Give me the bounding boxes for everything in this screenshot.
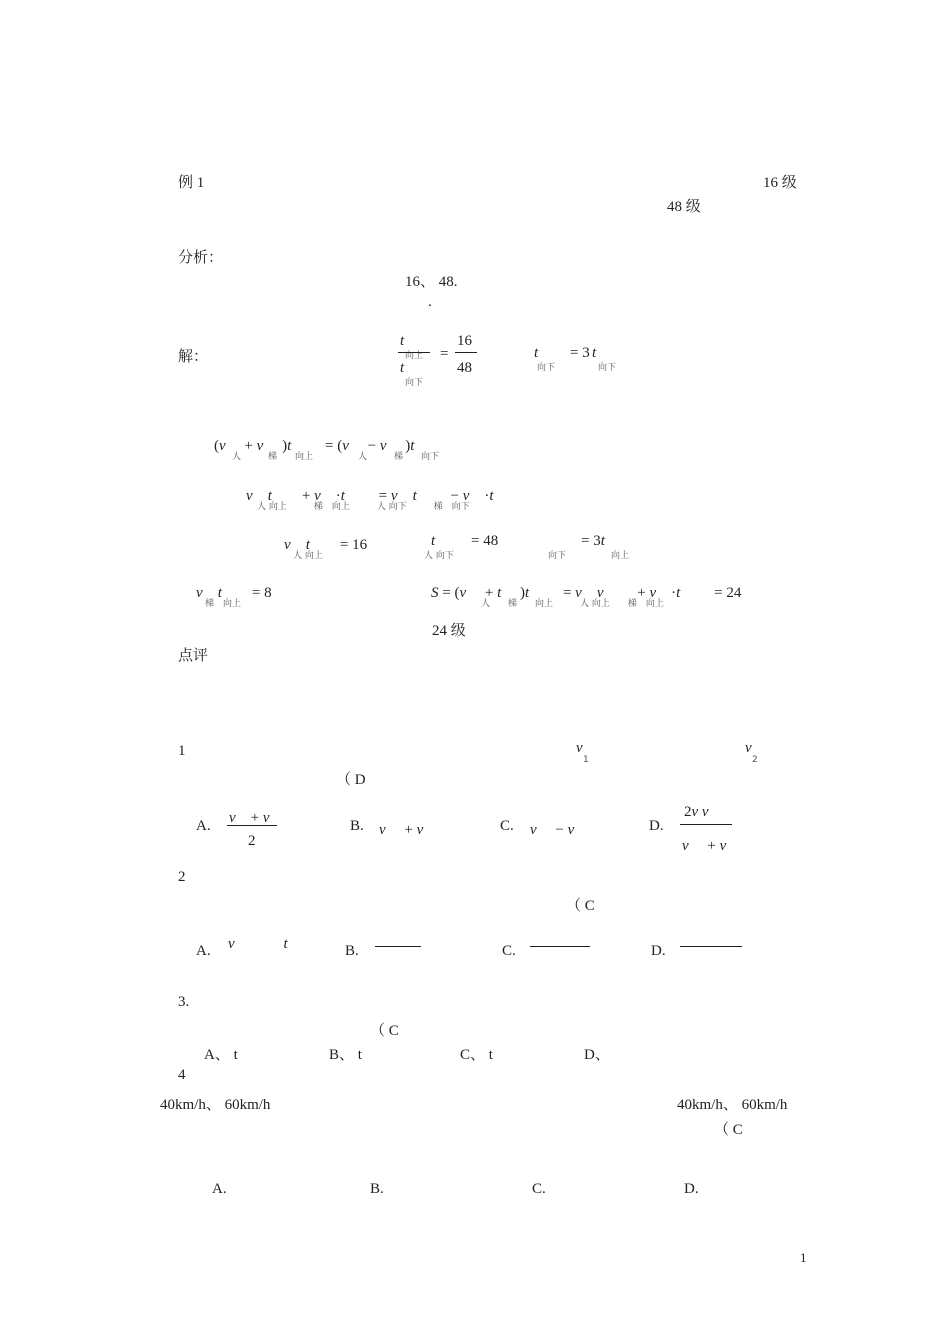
q4-num: 4 <box>178 1067 186 1083</box>
q1-opt-c: C. <box>500 818 514 834</box>
analysis-label: 分析： <box>178 250 224 266</box>
q2-opt-c: C. <box>502 943 516 959</box>
eq1-subs: 人 梯 向上 人 梯 向下 <box>232 452 440 462</box>
q1-a-num: v + v <box>229 810 270 826</box>
q3-opt-d: D、 <box>584 1047 610 1063</box>
q2-opt-b: B. <box>345 943 359 959</box>
q1-c-expr: v − v <box>530 822 575 838</box>
equation2: v t + v ·t = v t − v ·t <box>246 488 494 504</box>
q3-answer: （ C <box>370 1023 399 1039</box>
q1-b-expr: v + v <box>379 822 424 838</box>
q4-opt-d: D. <box>684 1181 699 1197</box>
q1-d-num: 2v v <box>684 804 709 820</box>
doc-subtitle <box>372 147 542 164</box>
v-eq-subs: 梯 向上 <box>205 599 242 609</box>
q2-c-bar <box>530 946 590 947</box>
comment-label: 点评 <box>178 648 209 664</box>
analysis-end: . <box>428 294 432 310</box>
frac-den: 48 <box>457 360 472 376</box>
sub-down: 向下 <box>405 378 424 388</box>
q2-opt-a: A. <box>196 943 211 959</box>
s-eq: S = (v + t )t = v v + v ·t = 24 <box>431 585 742 601</box>
v-eq: v t = 8 <box>196 585 272 601</box>
equation3: v t = 16 <box>284 537 368 553</box>
q1-v1-sub: 1 <box>583 755 589 765</box>
q3-opt-b: B、 t <box>329 1047 362 1063</box>
s-eq-subs: 人 梯 向上 人 向上 梯 向上 <box>481 599 664 609</box>
q2-d-bar <box>680 946 742 947</box>
equation1: (v + v )t = (v − v )t <box>214 438 415 454</box>
q4-speeds1: 40km/h、 60km/h <box>160 1097 271 1113</box>
q1-opt-b: B. <box>350 818 364 834</box>
q2-answer: （ C <box>566 898 595 914</box>
q4-opt-b: B. <box>370 1181 384 1197</box>
doc-title <box>424 122 509 139</box>
q1-a-den: 2 <box>248 833 256 849</box>
sub-up: 向上 <box>405 351 424 361</box>
q1-d-bar <box>680 824 732 825</box>
eq1: = 3 <box>570 345 590 361</box>
q4-opt-c: C. <box>532 1181 546 1197</box>
q1-answer: （ D <box>336 772 366 788</box>
frac-num: 16 <box>457 333 472 349</box>
q4-opt-a: A. <box>212 1181 227 1197</box>
eq-sign: = <box>440 346 449 362</box>
sub-down3: 向下 <box>598 363 617 373</box>
q1-a-bar <box>227 825 277 826</box>
q1-opt-a: A. <box>196 818 211 834</box>
eq3-t: t <box>431 533 436 549</box>
frac-bar-1 <box>398 352 430 353</box>
q1-d-den: v + v <box>682 838 727 854</box>
q1-v2-sub: 2 <box>752 755 758 765</box>
q3-opt-a: A、 t <box>204 1047 238 1063</box>
t-down: t <box>534 345 539 361</box>
q4-speeds2: 40km/h、 60km/h <box>677 1097 788 1113</box>
equation3b: = 48 <box>471 533 499 549</box>
frac-t-down: t <box>400 360 405 376</box>
t-up: t <box>592 345 597 361</box>
q1-v1: v <box>576 740 583 756</box>
solution-answer: 24 级 <box>432 623 466 639</box>
q2-num: 2 <box>178 869 186 885</box>
example1-steps: 16 级 <box>763 175 797 191</box>
q1-opt-d: D. <box>649 818 664 834</box>
solution-label: 解： <box>178 349 209 365</box>
q3-opt-c: C、 t <box>460 1047 493 1063</box>
example1-steps2: 48 级 <box>667 199 701 215</box>
eq3-subs: 人 向上 <box>293 551 323 561</box>
q2-b-bar <box>375 946 421 947</box>
eq2-subs: 人 向上 梯 向上 人 向下 梯 向下 <box>257 502 470 512</box>
q4-answer: （ C <box>714 1122 743 1138</box>
sub-down2: 向下 <box>537 363 556 373</box>
q2-opt-d: D. <box>651 943 666 959</box>
example1-label: 例 1 <box>178 175 205 191</box>
analysis-values: 16、 48. <box>405 274 458 290</box>
eq3c-subs: 向下 向上 <box>548 551 630 561</box>
eq3b-subs: 人 向下 <box>424 551 454 561</box>
q1-num: 1 <box>178 743 186 759</box>
frac-bar-2 <box>455 352 477 353</box>
q3-num: 3. <box>178 994 190 1010</box>
equation3c: = 3t <box>581 533 605 549</box>
page-number: 1 <box>800 1250 807 1265</box>
frac-t-up: t <box>400 333 405 349</box>
q2-a: v t <box>228 936 288 952</box>
q1-v2: v <box>745 740 752 756</box>
